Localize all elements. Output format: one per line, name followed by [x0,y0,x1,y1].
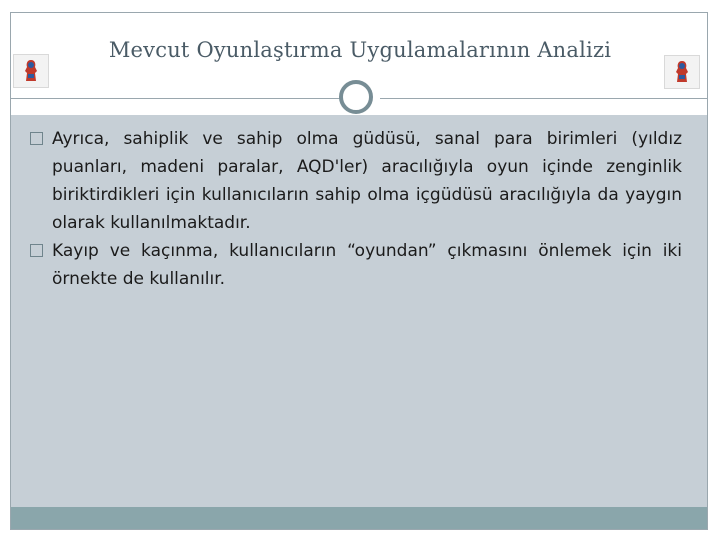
bullet-text: Ayrıca, sahiplik ve sahip olma güdüsü, sanal para birimleri (yıldız puanları, madeni paralar, AQD'ler) aracılığıyla oyun içinde zenginlik biriktirdikleri için kullanıcıların sahip olma içgüdüsü aracılığıyla da yaygın olarak kullanılmaktadır. [52,129,682,233]
title-divider-right [380,98,708,99]
bullet-text: Kayıp ve kaçınma, kullanıcıların “oyundan” çıkmasını önlemek için iki örnekte de kullanılır. [52,241,682,289]
divider-circle-icon [339,80,373,114]
bullet-list [30,125,682,293]
square-bullet-icon [30,132,43,145]
bullet-item [30,125,682,237]
bullet-item [30,237,682,293]
square-bullet-icon [30,244,43,257]
slide-title: Mevcut Oyunlaştırma Uygulamalarının Analizi [108,38,612,62]
title-divider-left [10,98,340,99]
footer-bar [11,507,707,529]
